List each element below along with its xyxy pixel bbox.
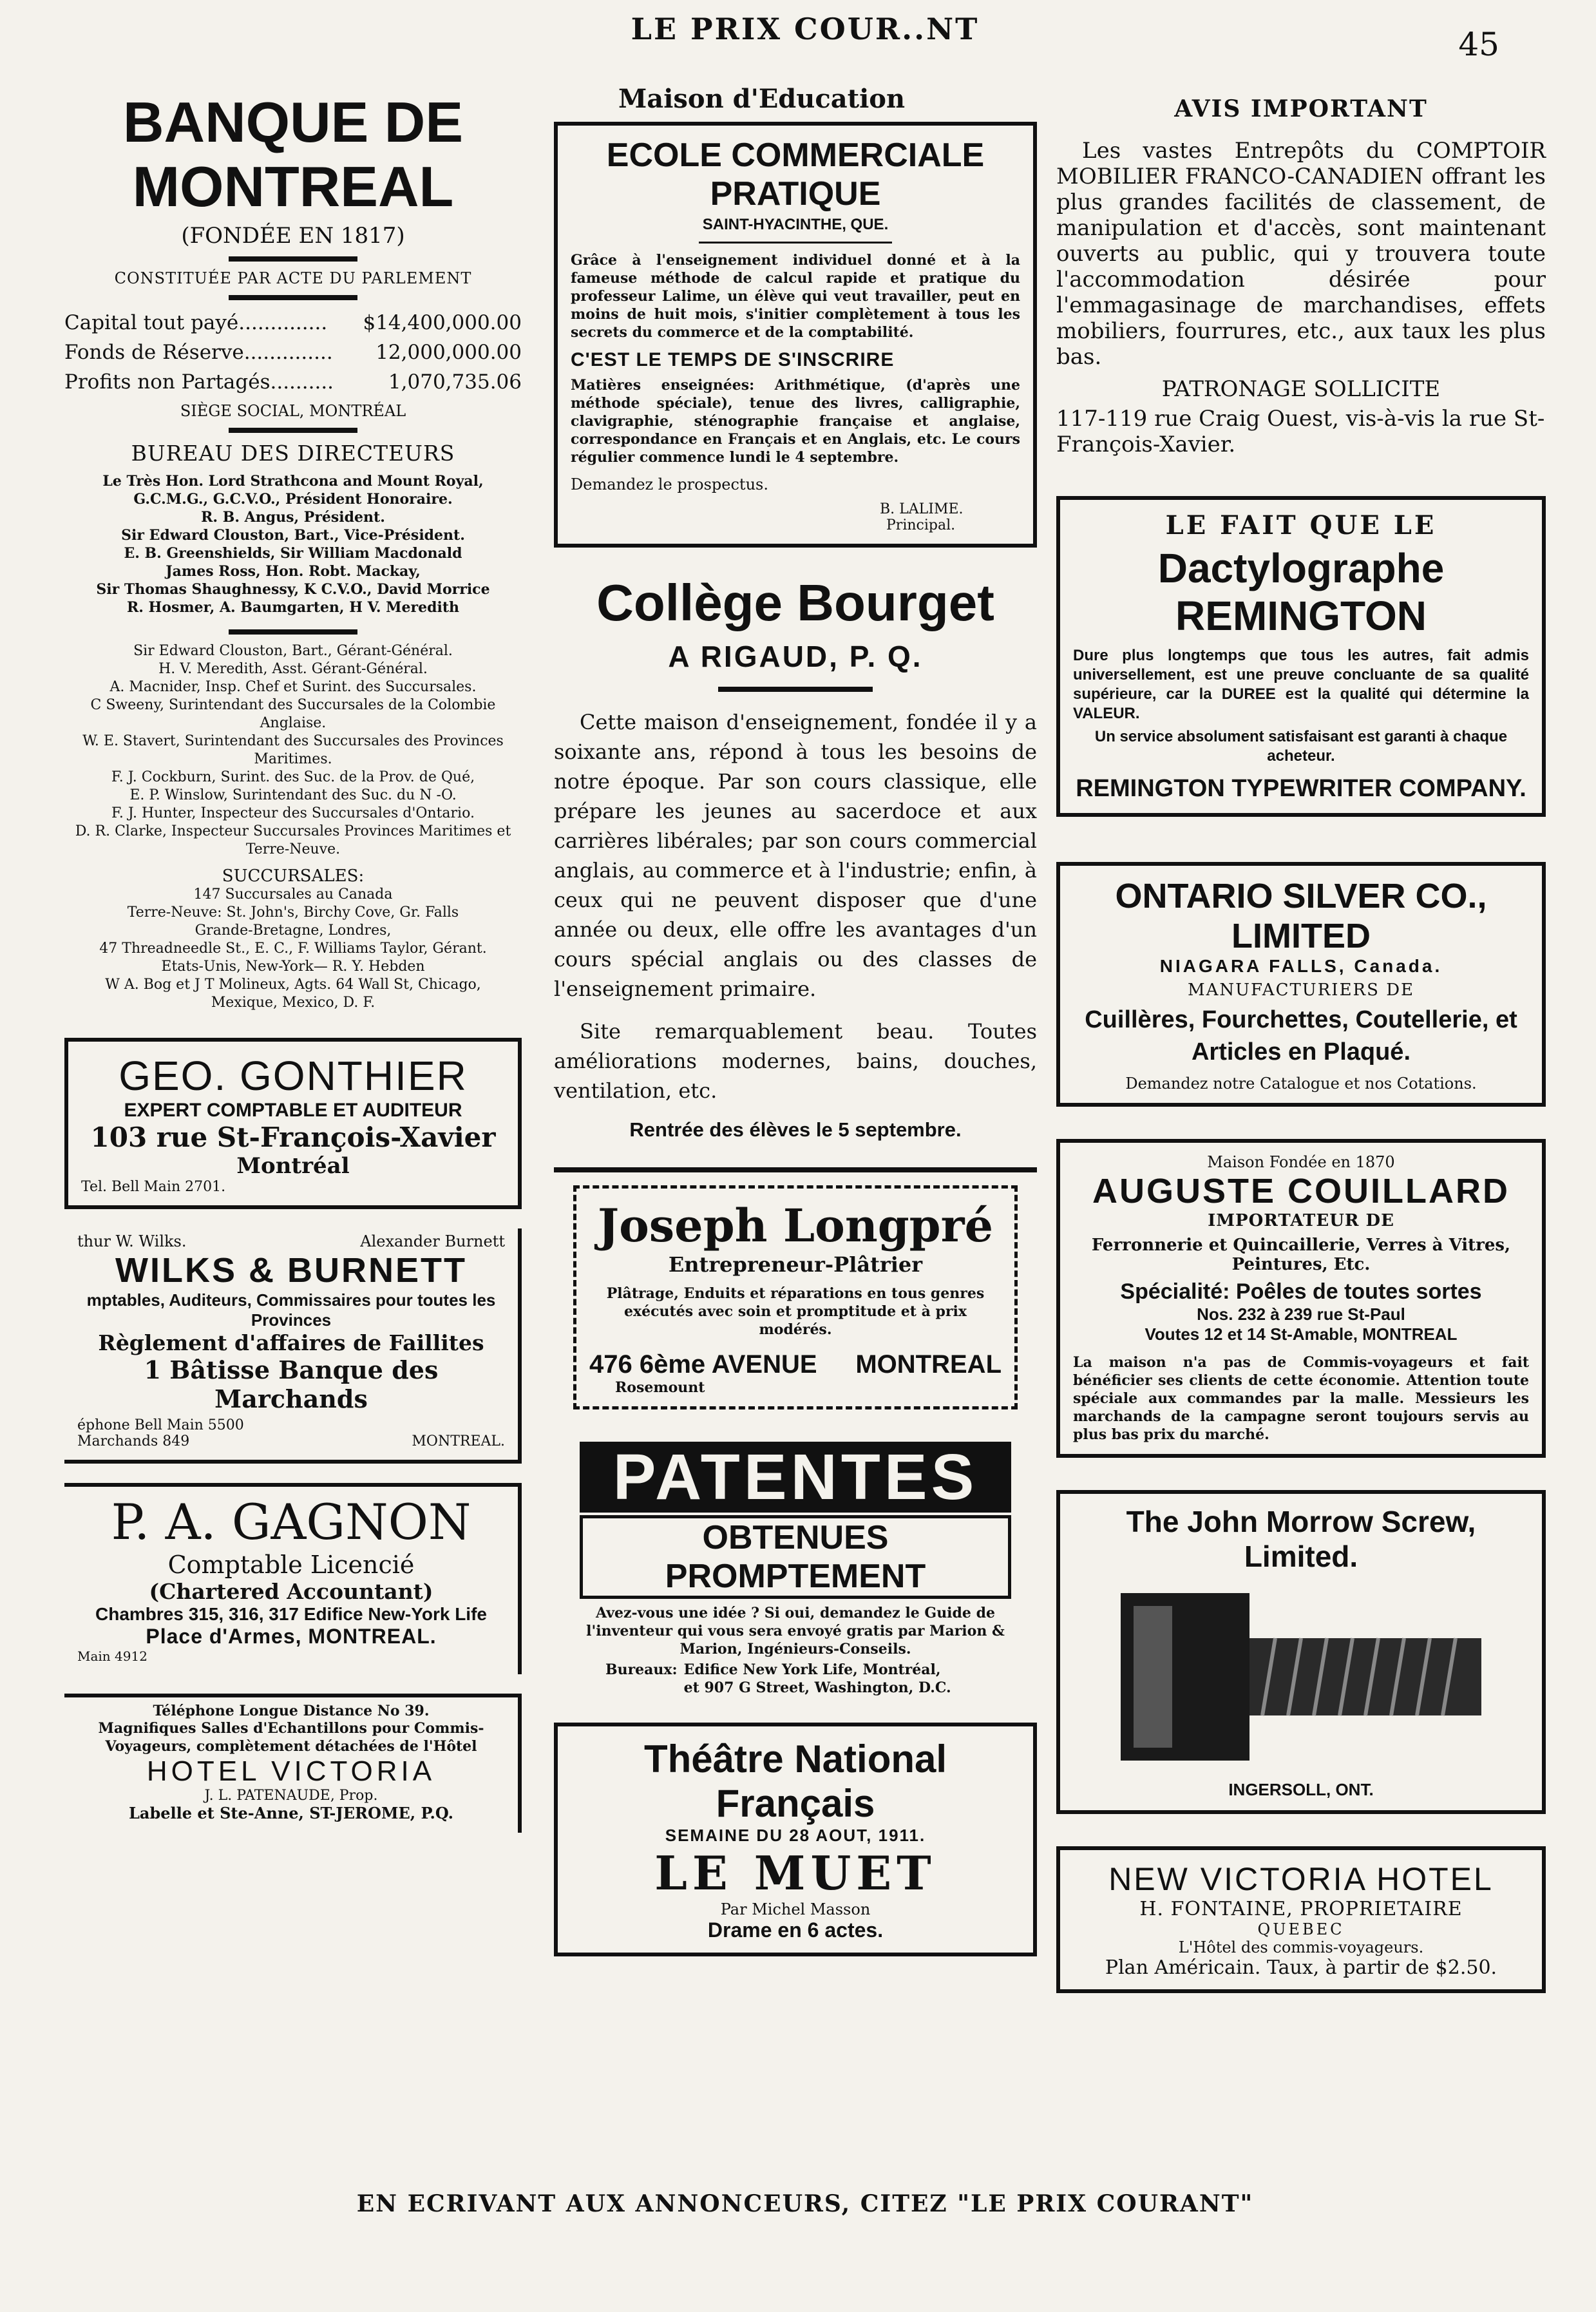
college-p1: Cette maison d'enseignement, fondée il y a soixante ans, répond à tous les besoins de notre époque. Par son cours classique, elle prépare les jeunes au sacerdoce et aux carrières libérales; par son cours commercial anglais, au commerce et à l'industrie; enfin, à ceux qui ne peuvent disposer que d'une année ou deux, elle offre les avantages d'un cours spécial anglais ou des classes de l'enseignement primaire. xyxy=(554,710,1037,1001)
newvictoria-ad xyxy=(1056,1846,1546,1993)
theatre-name: Théâtre National Français xyxy=(643,1737,947,1825)
longpre-ad xyxy=(573,1185,1018,1409)
ecole-prospectus: Demandez le prospectus. xyxy=(571,475,768,493)
officer-line: W. E. Stavert, Surintendant des Succursales des Provinces Maritimes. xyxy=(82,733,504,767)
remington-title: Dactylographe REMINGTON xyxy=(1157,545,1445,639)
gonthier-city: Montréal xyxy=(236,1153,350,1179)
remington-ad xyxy=(1056,496,1546,817)
board-title: BUREAU DES DIRECTEURS xyxy=(131,441,455,466)
avis-patronage: PATRONAGE SOLLICITE xyxy=(1161,376,1441,402)
longpre-area: Rosemount xyxy=(615,1379,705,1396)
ecole-cta: C'EST LE TEMPS DE S'INSCRIRE xyxy=(571,349,895,370)
gagnon-tel: Main 4912 xyxy=(77,1648,147,1664)
remington-pre: LE FAIT QUE LE xyxy=(1165,510,1437,540)
victoria-address: Labelle et Ste-Anne, ST-JEROME, P.Q. xyxy=(129,1804,453,1822)
middle-column xyxy=(554,84,1037,1956)
remington-company: REMINGTON TYPEWRITER COMPANY. xyxy=(1076,775,1526,802)
patents-ad xyxy=(580,1442,1011,1697)
newvictoria-owner: H. FONTAINE, PROPRIETAIRE xyxy=(1139,1898,1463,1920)
morrow-place: INGERSOLL, ONT. xyxy=(1228,1780,1374,1799)
banque-title: BANQUE DE MONTREAL xyxy=(122,90,464,218)
ecole-title: ECOLE COMMERCIALE PRATIQUE xyxy=(606,137,985,213)
ontario-ad xyxy=(1056,862,1546,1107)
morrow-ad xyxy=(1056,1490,1546,1814)
journal-title: LE PRIX COUR..NT xyxy=(631,12,980,46)
divider xyxy=(229,295,357,300)
director-line: R. Hosmer, A. Baumgarten, H V. Meredith xyxy=(126,599,460,616)
ontario-role: MANUFACTURIERS DE xyxy=(1187,980,1415,1000)
wilks-city: MONTREAL. xyxy=(412,1433,505,1449)
victoria-phone: Téléphone Longue Distance No 39. xyxy=(153,1703,430,1719)
profits-value: 1,070,735.06 xyxy=(388,370,522,394)
branch-line: Terre-Neuve: St. John's, Birchy Cove, Gr. Falls xyxy=(127,904,459,921)
patents-title: PATENTES xyxy=(580,1442,1011,1513)
gonthier-role: EXPERT COMPTABLE ET AUDITEUR xyxy=(124,1100,462,1121)
theatre-ad xyxy=(554,1723,1037,1956)
profits-label: Profits non Partagés.......... xyxy=(64,370,334,394)
longpre-city: MONTREAL xyxy=(855,1350,1002,1379)
gagnon-rooms: Chambres 315, 316, 317 Edifice New-York Life xyxy=(95,1604,487,1624)
newvictoria-name: NEW VICTORIA HOTEL xyxy=(1108,1861,1494,1897)
ecole-pre: Maison d'Education xyxy=(618,84,906,114)
longpre-desc: Plâtrage, Enduits et réparations en tous genres exécutés avec soin et promptitude et à prix modérés. xyxy=(606,1285,985,1338)
footer-notice: EN ECRIVANT AUX ANNONCEURS, CITEZ "LE PRIX COURANT" xyxy=(356,2190,1254,2217)
ontario-place: NIAGARA FALLS, Canada. xyxy=(1159,956,1443,976)
newvictoria-rate: Plan Américain. Taux, à partir de $2.50. xyxy=(1105,1956,1497,1979)
victoria-owner: J. L. PATENAUDE, Prop. xyxy=(204,1788,378,1804)
longpre-address: 476 6ème AVENUE xyxy=(589,1350,817,1379)
couillard-note: La maison n'a pas de Commis-voyageurs et fait bénéficier ses clients de cette économie. Attention toute spéciale aux commandes par la malle. Messieurs les marchands de la campagne seront toujours servis au plus bas prix du marché. xyxy=(1073,1354,1529,1443)
director-line: E. B. Greenshields, Sir William Macdonald xyxy=(124,545,462,562)
director-line: Sir Edward Clouston, Bart., Vice-Président. xyxy=(121,527,465,544)
remington-service: Un service absolument satisfaisant est garanti à chaque acheteur. xyxy=(1094,728,1508,765)
theatre-play: LE MUET xyxy=(654,1846,936,1900)
officer-line: Sir Edward Clouston, Bart., Gérant-Général. xyxy=(133,643,453,659)
reserve-value: 12,000,000.00 xyxy=(375,341,522,364)
morrow-name: The John Morrow Screw, Limited. xyxy=(1126,1505,1476,1573)
wilks-phone-2: Marchands 849 xyxy=(77,1433,190,1449)
divider xyxy=(229,428,357,433)
ecole-signer: B. LALIME. xyxy=(880,501,964,517)
newvictoria-city: QUEBEC xyxy=(1257,1920,1345,1938)
branch-line: W A. Bog et J T Molineux, Agts. 64 Wall St, Chicago, xyxy=(105,977,481,993)
wilks-partner-1: thur W. Wilks. xyxy=(77,1232,187,1250)
couillard-ad xyxy=(1056,1139,1546,1458)
ecole-signer-role: Principal. xyxy=(886,517,956,533)
officer-line: E. P. Winslow, Surintendant des Suc. du N -O. xyxy=(129,787,457,803)
patents-subtitle: OBTENUES PROMPTEMENT xyxy=(580,1515,1011,1599)
divider xyxy=(229,629,357,635)
ecole-ad xyxy=(554,122,1037,548)
wilks-phone-1: éphone Bell Main 5500 xyxy=(77,1417,244,1433)
gagnon-role-en: (Chartered Accountant) xyxy=(149,1579,433,1604)
victoria-ad xyxy=(64,1694,522,1833)
patents-office-2: et 907 G Street, Washington, D.C. xyxy=(683,1679,951,1696)
officer-line: F. J. Hunter, Inspecteur des Succursales d'Ontario. xyxy=(111,805,475,821)
banque-founded: (FONDÉE EN 1817) xyxy=(181,223,405,249)
banque-charter: CONSTITUÉE PAR ACTE DU PARLEMENT xyxy=(114,269,472,287)
ecole-body: Grâce à l'enseignement individuel donné et à la fameuse méthode de calcul rapide et pratique du professeur Lalime, un élève qui veut travailler, peut en moins de huit mois, s'initier complètement à tous les secrets du commerce et de la comptabilité. xyxy=(571,252,1020,341)
couillard-address-2: Voutes 12 et 14 St-Amable, MONTREAL xyxy=(1145,1324,1458,1344)
victoria-rooms: Magnifiques Salles d'Echantillons pour Commis-Voyageurs, complètement détachées de l'Hôtel xyxy=(98,1720,484,1755)
gonthier-address: 103 rue St-François-Xavier xyxy=(90,1122,496,1153)
officer-line: D. R. Clarke, Inspecteur Succursales Provinces Maritimes et Terre-Neuve. xyxy=(75,823,511,857)
theatre-genre: Drame en 6 actes. xyxy=(707,1918,884,1942)
branch-line: 147 Succursales au Canada xyxy=(193,886,393,903)
wilks-ad xyxy=(64,1228,522,1464)
ecole-place: SAINT-HYACINTHE, QUE. xyxy=(702,216,889,233)
officer-line: F. J. Cockburn, Surint. des Suc. de la Prov. de Qué, xyxy=(111,769,475,785)
wilks-name: WILKS & BURNETT xyxy=(115,1251,467,1290)
capital-value: $14,400,000.00 xyxy=(363,311,522,334)
director-line: Le Très Hon. Lord Strathcona and Mount Royal, G.C.M.G., G.C.V.O., Président Honoraire. xyxy=(102,473,484,508)
longpre-role: Entrepreneur-Plâtrier xyxy=(668,1252,923,1277)
director-line: Sir Thomas Shaughnessy, K C.V.O., David Morrice xyxy=(96,581,490,598)
branch-line: Etats-Unis, New-York— R. Y. Hebden xyxy=(161,959,425,975)
patents-body: Avez-vous une idée ? Si oui, demandez le Guide de l'inventeur qui vous sera envoyé gratis par Marion & Marion, Ingénieurs-Conseils. xyxy=(586,1605,1005,1658)
officers-list xyxy=(64,642,522,859)
couillard-goods: Ferronnerie et Quincaillerie, Verres à Vitres, Peintures, Etc. xyxy=(1091,1236,1511,1274)
newvictoria-tag: L'Hôtel des commis-voyageurs. xyxy=(1178,1938,1424,1956)
director-line: James Ross, Hon. Robt. Mackay, xyxy=(166,563,421,580)
left-column xyxy=(64,84,522,1833)
reserve-label: Fonds de Réserve.............. xyxy=(64,341,333,364)
college-return: Rentrée des élèves le 5 septembre. xyxy=(629,1118,962,1141)
college-p2: Site remarquablement beau. Toutes améliorations modernes, bains, douches, ventilation, etc. xyxy=(554,1019,1037,1103)
wilks-partner-2: Alexander Burnett xyxy=(360,1232,505,1250)
branch-line: Grande-Bretagne, Londres, xyxy=(195,922,392,939)
gagnon-role: Comptable Licencié xyxy=(167,1551,415,1579)
banque-figures xyxy=(64,308,522,397)
ontario-products: Cuillères, Fourchettes, Coutellerie, et Articles en Plaqué. xyxy=(1085,1006,1517,1065)
gagnon-name: P. A. GAGNON xyxy=(111,1493,471,1551)
wilks-line-3: 1 Bâtisse Banque des Marchands xyxy=(144,1355,439,1413)
screw-head-highlight xyxy=(1134,1606,1172,1748)
banque-seat: SIÈGE SOCIAL, MONTRÉAL xyxy=(180,402,406,420)
theatre-author: Par Michel Masson xyxy=(720,1900,871,1918)
couillard-role: IMPORTATEUR DE xyxy=(1208,1211,1394,1230)
gonthier-ad xyxy=(64,1038,522,1209)
branches-title: SUCCURSALES: xyxy=(222,866,365,886)
patents-offices-label: Bureaux: xyxy=(605,1661,678,1678)
theatre-week: SEMAINE DU 28 AOUT, 1911. xyxy=(665,1826,926,1845)
branch-line: 47 Threadneedle St., E. C., F. Williams Taylor, Gérant. xyxy=(99,941,487,957)
patents-office-1: Edifice New York Life, Montréal, xyxy=(683,1661,941,1678)
wilks-line-2: Règlement d'affaires de Faillites xyxy=(98,1330,484,1355)
couillard-name: AUGUSTE COUILLARD xyxy=(1092,1172,1510,1210)
screw-illustration xyxy=(1108,1580,1494,1773)
branch-line: Mexique, Mexico, D. F. xyxy=(211,995,375,1011)
wilks-role: mptables, Auditeurs, Commissaires pour toutes les Provinces xyxy=(86,1290,496,1330)
branches-list xyxy=(64,886,522,1012)
avis-address: 117-119 rue Craig Ouest, vis-à-vis la rue St-François-Xavier. xyxy=(1056,406,1545,457)
right-column xyxy=(1056,84,1546,1993)
couillard-founded: Maison Fondée en 1870 xyxy=(1207,1153,1395,1171)
director-line: R. B. Angus, Président. xyxy=(201,509,385,526)
divider xyxy=(699,242,892,244)
page-number: 45 xyxy=(1458,26,1499,63)
ontario-name: ONTARIO SILVER CO., LIMITED xyxy=(1115,877,1487,955)
officer-line: A. Macnider, Insp. Chef et Surint. des Succursales. xyxy=(109,679,477,695)
directors-list xyxy=(64,472,522,616)
avis-title: AVIS IMPORTANT xyxy=(1174,95,1428,122)
divider xyxy=(554,1167,1037,1172)
ontario-cta: Demandez notre Catalogue et nos Cotations. xyxy=(1125,1075,1477,1093)
officer-line: H. V. Meredith, Asst. Gérant-Général. xyxy=(158,661,428,677)
gonthier-tel: Tel. Bell Main 2701. xyxy=(81,1179,226,1195)
gonthier-name: GEO. GONTHIER xyxy=(119,1053,468,1099)
officer-line: C Sweeny, Surintendant des Succursales de la Colombie Anglaise. xyxy=(90,697,496,731)
divider xyxy=(229,256,357,262)
gagnon-place: Place d'Armes, MONTREAL. xyxy=(146,1625,437,1648)
ecole-subjects: Matières enseignées: Arithmétique, (d'après une méthode spéciale), tenue des livres, calligraphie, clavigraphie, sténographie française et anglaise, correspondance en Français et en Anglais, etc. Le cours régulier commence lundi le 4 septembre. xyxy=(571,377,1020,466)
remington-body: Dure plus longtemps que tous les autres, fait admis universellement, est une preuve concluante de sa qualité supérieure, car la DUREE est la qualité qui détermine la VALEUR. xyxy=(1073,647,1529,722)
college-title: Collège Bourget xyxy=(596,574,994,631)
divider xyxy=(718,687,873,692)
couillard-address-1: Nos. 232 à 239 rue St-Paul xyxy=(1197,1304,1405,1324)
capital-label: Capital tout payé.............. xyxy=(64,311,328,334)
longpre-name: Joseph Longpré xyxy=(597,1199,994,1252)
avis-body: Les vastes Entrepôts du COMPTOIR MOBILIER FRANCO-CANADIEN offrant les plus grandes facilités de classement, de manipulation et d'accès, sont maintenant ouverts au public, qui y trouvera toute l'accommodation désirée pour l'emmagasinage de marchandises, effets mobiliers, fourrures, etc., aux taux les plus bas. xyxy=(1056,138,1546,370)
gagnon-ad xyxy=(64,1483,522,1674)
couillard-specialty: Spécialité: Poêles de toutes sortes xyxy=(1120,1279,1482,1304)
victoria-name: HOTEL VICTORIA xyxy=(146,1755,436,1787)
college-place: A RIGAUD, P. Q. xyxy=(668,640,923,673)
